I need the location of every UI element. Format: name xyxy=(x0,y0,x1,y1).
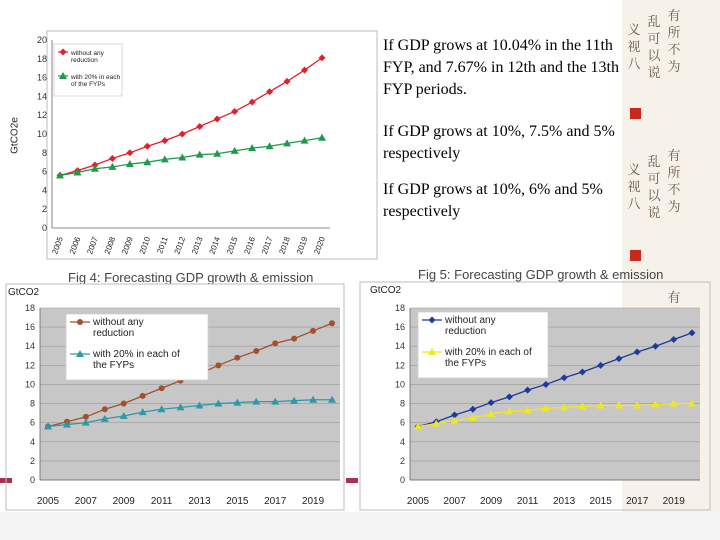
fig5-ylabel: GtCO2 xyxy=(370,285,402,296)
chart1-series-1-point xyxy=(214,115,221,122)
fig4-ylabel: GtCO2 xyxy=(8,287,40,298)
chart2-x-tick-label: 2005 xyxy=(36,496,60,507)
chart1-x-tick-label: 2019 xyxy=(294,235,310,256)
calligraphy-column: 有所不为 xyxy=(667,9,681,75)
chart2-series-1-point xyxy=(102,406,108,412)
chart1-series-1-point xyxy=(231,108,238,115)
chart2-y-tick-label: 4 xyxy=(29,436,35,447)
chart3-y-tick-label: 10 xyxy=(394,379,405,390)
chart1-y-tick-label: 4 xyxy=(41,185,47,196)
chart2-y-tick-label: 0 xyxy=(29,475,35,485)
chart2-series-1-point xyxy=(329,320,335,326)
chart3-y-tick-label: 14 xyxy=(394,341,405,352)
chart2-x-tick-label: 2015 xyxy=(226,496,249,507)
calligraphy-column: 乱可以说 xyxy=(647,15,661,81)
chart3-legend-label: with 20% in each of the FYPs xyxy=(445,347,532,369)
scenario-description-1: If GDP grows at 10.04% in the 11th FYP, and 7.67% in 12th and the 13th FYP periods. xyxy=(383,37,619,98)
chart2-series-1-point xyxy=(272,340,278,346)
chart2-y-tick-label: 6 xyxy=(29,417,35,428)
chart1-x-tick-label: 2013 xyxy=(190,235,205,256)
chart3-x-tick-label: 2007 xyxy=(443,496,466,507)
chart1-series-1-point xyxy=(196,123,203,130)
chart2-series-1-point xyxy=(253,348,259,354)
chart3-x-tick-label: 2011 xyxy=(516,496,539,507)
chart2-legend-label: without any reduction xyxy=(93,317,144,339)
chart1-y-tick-label: 14 xyxy=(36,91,47,102)
chart3-x-tick-label: 2015 xyxy=(589,496,612,507)
chart3-x-tick-label: 2009 xyxy=(479,496,503,507)
chart1-y-tick-label: 2 xyxy=(41,204,47,215)
chart1-x-tick-label: 2016 xyxy=(242,235,258,256)
scenario-description-3: If GDP grows at 10%, 6% and 5% respectively xyxy=(383,181,603,220)
chart1-x-tick-label: 2008 xyxy=(102,235,118,256)
chart1-x-tick-label: 2017 xyxy=(259,235,275,256)
chart1-x-tick-label: 2018 xyxy=(277,235,292,256)
chart1-y-tick-label: 20 xyxy=(36,35,47,45)
chart3-y-tick-label: 16 xyxy=(394,322,405,333)
chart2-series-1-point xyxy=(215,362,221,368)
chart1-series-1-point xyxy=(249,99,256,106)
chart3-x-tick-label: 2013 xyxy=(553,496,576,507)
chart1-legend-label: with 20% in each of the FYPs xyxy=(71,74,121,88)
chart2-series-1-point xyxy=(310,328,316,334)
calligraphy-column: 义视八 xyxy=(627,163,641,212)
chart1-x-tick-label: 2006 xyxy=(67,235,83,256)
chart3-y-tick-label: 0 xyxy=(399,475,405,485)
chart1-series-1-point xyxy=(179,131,186,138)
chart1-series-1-point xyxy=(109,155,116,162)
chart1-x-tick-label: 2010 xyxy=(137,235,153,256)
chart2-y-tick-label: 10 xyxy=(24,379,35,390)
chart2-series-1-point xyxy=(234,355,240,361)
chart1-series-1-point xyxy=(126,149,133,156)
chart2-y-tick-label: 14 xyxy=(24,341,35,352)
scenario-description-2: If GDP grows at 10%, 7.5% and 5% respectively xyxy=(383,123,615,162)
calligraphy-column: 有 xyxy=(667,291,681,306)
chart1-series-1-point xyxy=(161,137,168,144)
chart2-y-tick-label: 18 xyxy=(24,303,35,313)
chart2-y-tick-label: 8 xyxy=(29,398,35,409)
chart2-x-tick-label: 2007 xyxy=(74,496,97,507)
chart3-x-tick-label: 2017 xyxy=(626,496,649,507)
chart1-x-tick-label: 2014 xyxy=(207,235,223,256)
chart2-x-tick-label: 2017 xyxy=(264,496,287,507)
chart3-x-tick-label: 2005 xyxy=(406,496,430,507)
calligraphy-column: 义视八 xyxy=(627,23,641,72)
chart2-x-tick-label: 2009 xyxy=(112,496,135,507)
chart1-x-tick-label: 2015 xyxy=(225,235,240,256)
chart1-x-tick-label: 2005 xyxy=(50,235,65,256)
chart1-x-tick-label: 2007 xyxy=(85,235,100,256)
chart3-y-tick-label: 6 xyxy=(399,417,405,428)
chart2-x-tick-label: 2013 xyxy=(188,496,211,507)
chart1-y-tick-label: 8 xyxy=(41,147,47,158)
chart1-y-tick-label: 12 xyxy=(36,110,47,121)
chart2-series-1-point xyxy=(121,401,127,407)
chart2-series-1-point xyxy=(291,336,297,342)
chart3-y-tick-label: 2 xyxy=(399,455,405,466)
chart3-y-tick-label: 18 xyxy=(394,303,405,313)
chart2-x-tick-label: 2011 xyxy=(150,496,173,507)
chart1-y-tick-label: 0 xyxy=(41,223,47,233)
chart1-x-tick-label: 2012 xyxy=(172,235,188,256)
chart1-series-2-line xyxy=(60,138,322,176)
chart1-x-tick-label: 2020 xyxy=(312,235,327,256)
chart3-y-tick-label: 12 xyxy=(394,360,405,371)
chart2-y-tick-label: 12 xyxy=(24,360,35,371)
chart2-series-1-point xyxy=(159,385,165,391)
chart3-y-tick-label: 8 xyxy=(399,398,405,409)
chart2-legend-label: with 20% in each of the FYPs xyxy=(93,349,180,371)
chart1-ylabel: GtCO2e xyxy=(9,117,21,154)
calligraphy-column: 有所不为 xyxy=(667,149,681,215)
chart2-y-tick-label: 2 xyxy=(29,455,35,466)
chart1-y-tick-label: 18 xyxy=(36,53,47,64)
calligraphy-column: 乱可以说 xyxy=(647,155,661,221)
fig5-title: Fig 5: Forecasting GDP growth & emission xyxy=(418,267,664,282)
chart1-y-tick-label: 16 xyxy=(36,72,47,83)
chart1-x-tick-label: 2011 xyxy=(155,235,170,255)
chart1-y-tick-label: 10 xyxy=(36,129,47,139)
chart1-series-2-point xyxy=(318,134,326,141)
chart1-series-1-point xyxy=(284,78,291,85)
chart1-x-tick-label: 2009 xyxy=(120,235,135,256)
chart2-legend-marker xyxy=(77,319,83,325)
chart2-series-1-point xyxy=(140,393,146,399)
chart1-y-tick-label: 6 xyxy=(41,166,47,177)
chart1-series-1-point xyxy=(266,88,273,95)
chart1-legend-label: without any reduction xyxy=(71,50,104,64)
chart2-x-tick-label: 2019 xyxy=(301,496,325,507)
fig4-title: Fig 4: Forecasting GDP growth & emission xyxy=(68,270,314,285)
chart1-series-1-point xyxy=(144,143,151,150)
chart3-x-tick-label: 2019 xyxy=(662,496,685,507)
chart2-y-tick-label: 16 xyxy=(24,322,35,333)
chart3-legend-label: without any reduction xyxy=(445,315,496,337)
chart3-y-tick-label: 4 xyxy=(399,436,405,447)
